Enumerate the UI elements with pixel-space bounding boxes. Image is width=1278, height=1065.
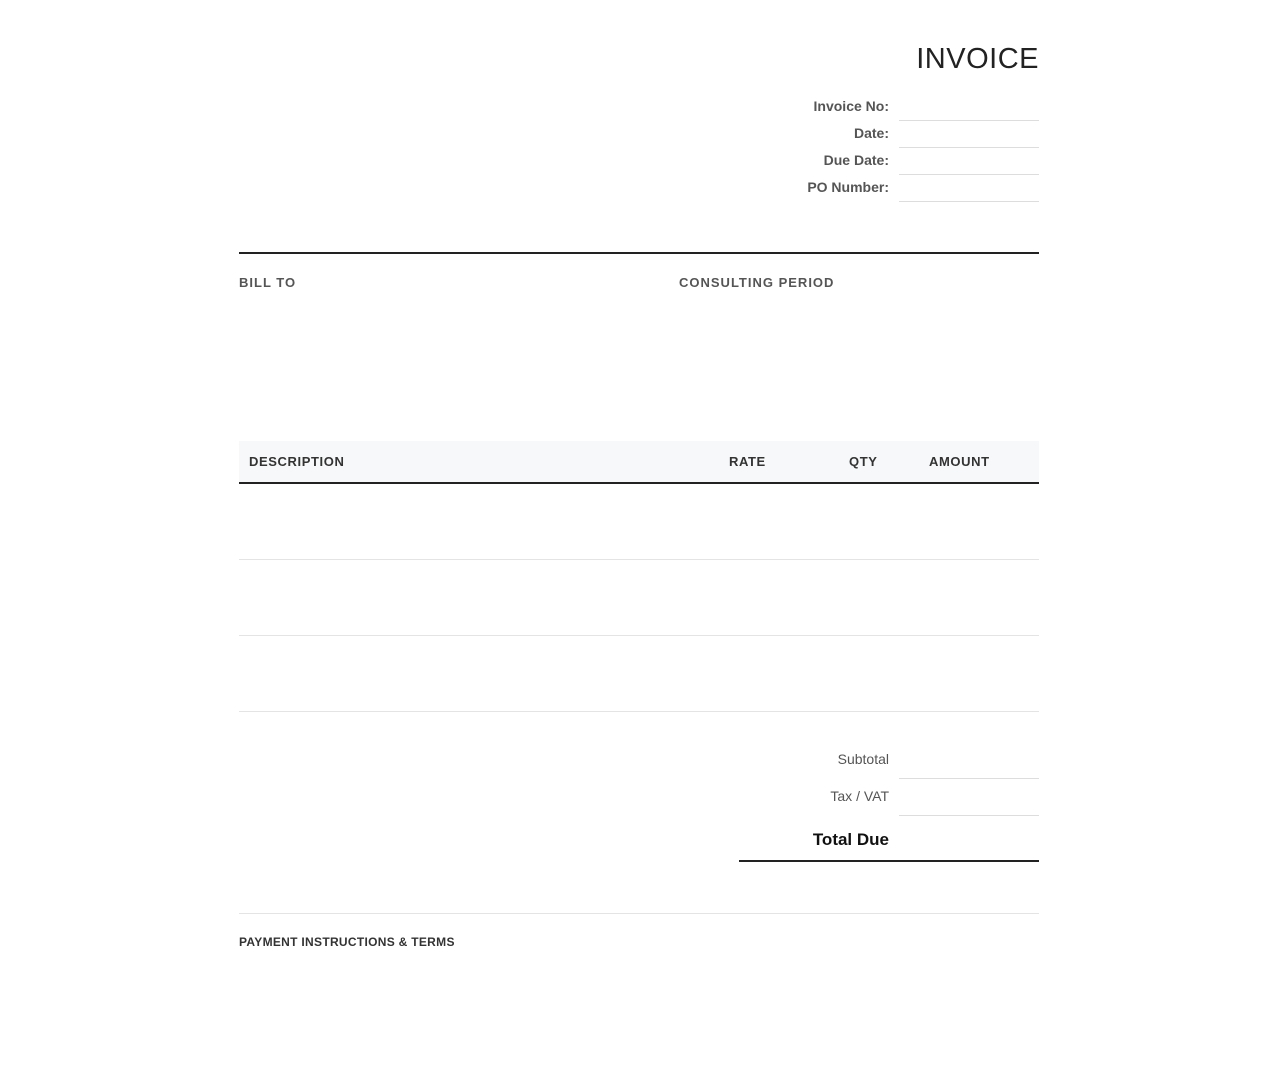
consulting-period-label: CONSULTING PERIOD [679,275,835,290]
qty-column-header: QTY [849,454,878,469]
tax-field[interactable] [899,779,1039,816]
meta-row-due-date [739,148,1039,175]
invoice-no-label: Invoice No: [813,98,889,114]
bill-to-label: BILL TO [239,275,297,290]
invoice-title: INVOICE [916,43,1039,75]
po-number-label: PO Number: [807,179,889,195]
total-due-label: Total Due [812,830,889,849]
meta-row-invoice-no [739,94,1039,121]
payment-terms-label: PAYMENT INSTRUCTIONS & TERMS [239,935,455,949]
meta-row-date [739,121,1039,148]
total-divider [739,860,1039,862]
invoice-no-field[interactable] [899,94,1039,121]
line-items-header [239,441,1039,484]
table-row[interactable] [239,484,1039,560]
invoice-document [239,0,1039,1065]
amount-column-header: AMOUNT [929,454,990,469]
po-number-field[interactable] [899,175,1039,202]
tax-label: Tax / VAT [830,788,889,804]
due-date-field[interactable] [899,148,1039,175]
meta-row-po-number [739,175,1039,202]
date-label: Date: [853,125,889,141]
subtotal-label: Subtotal [837,751,889,767]
footer-divider [239,913,1039,914]
description-column-header: DESCRIPTION [249,454,345,469]
header-divider [239,252,1039,254]
table-row[interactable] [239,636,1039,712]
due-date-label: Due Date: [823,152,889,168]
date-field[interactable] [899,121,1039,148]
table-row[interactable] [239,560,1039,636]
invoice-meta [739,94,1039,202]
subtotal-field[interactable] [899,742,1039,779]
rate-column-header: RATE [729,454,766,469]
